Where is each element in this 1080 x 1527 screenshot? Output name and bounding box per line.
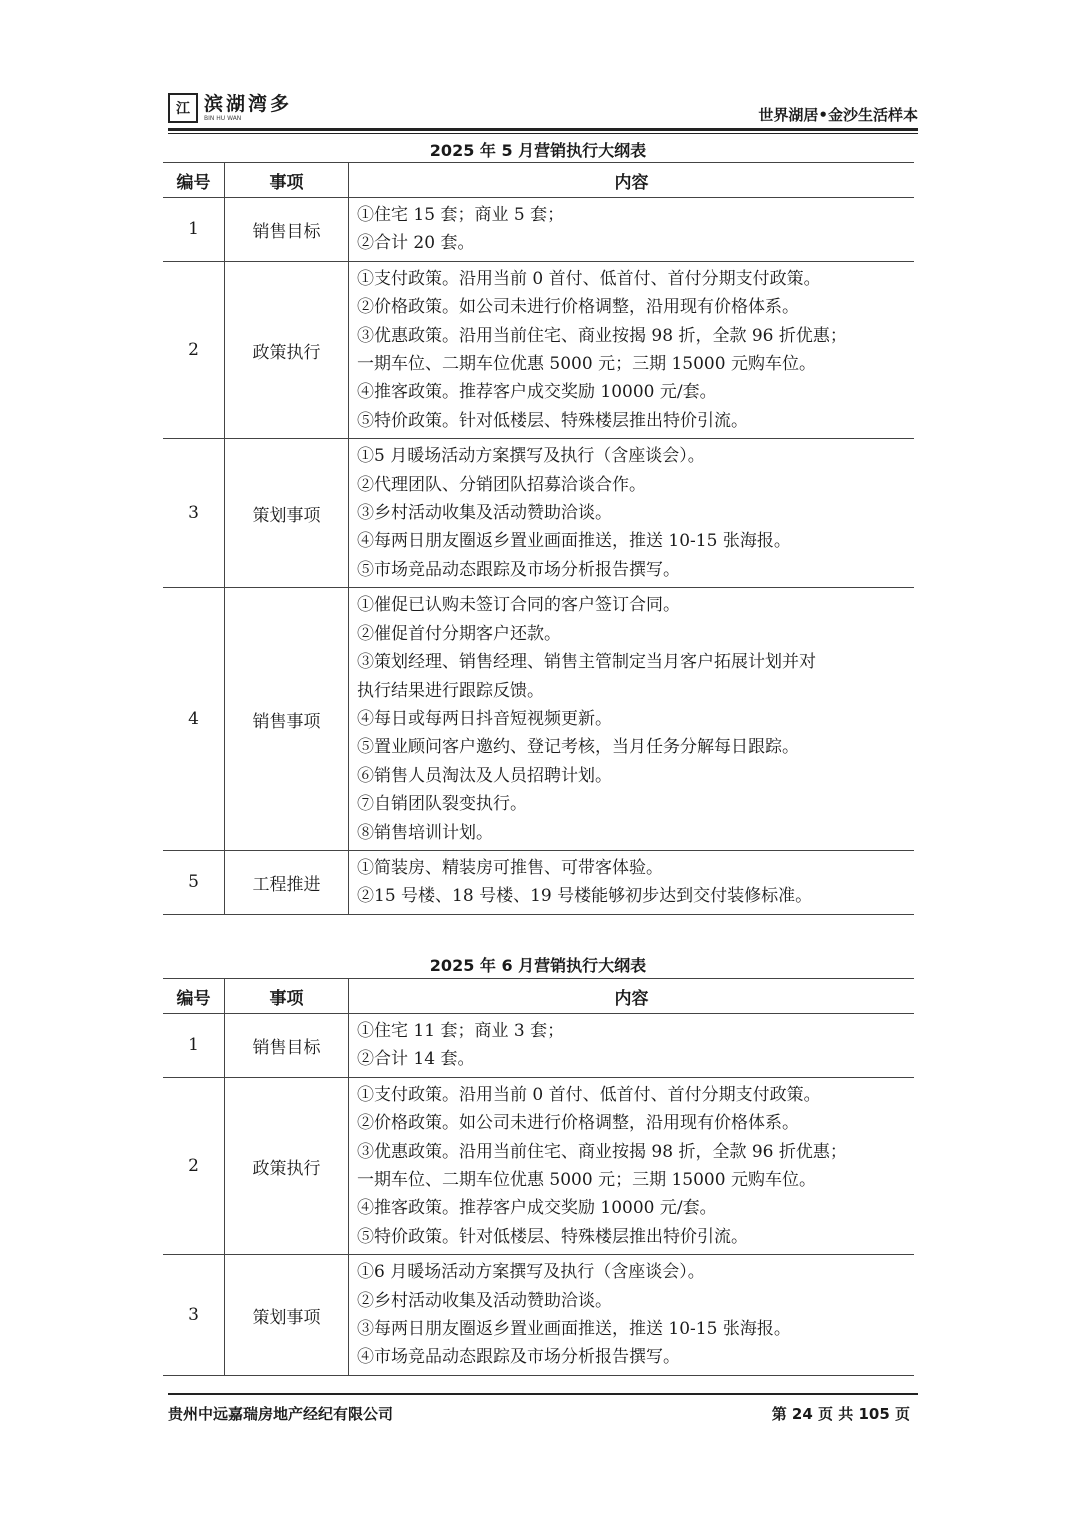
content-line: ④每两日朋友圈返乡置业画面推送，推送 10-15 张海报。 [357, 531, 791, 552]
row-number: 3 [163, 439, 225, 588]
col-header-content: 内容 [349, 979, 915, 1014]
table-row [163, 850, 914, 914]
brand-logo [168, 88, 292, 128]
content-line: ③优惠政策。沿用当前住宅、商业按揭 98 折，全款 96 折优惠； [357, 325, 847, 346]
table-row [163, 1255, 914, 1376]
content-line: ⑤市场竞品动态跟踪及市场分析报告撰写。 [357, 559, 680, 580]
content-line: ①催促已认购未签订合同的客户签订合同。 [357, 595, 680, 616]
row-item: 政策执行 [225, 261, 349, 438]
content-line: ③每两日朋友圈返乡置业画面推送，推送 10-15 张海报。 [357, 1319, 791, 1340]
logo-subtitle: BIN HU WAN [204, 115, 242, 122]
content-line: ④推客政策。推荐客户成交奖励 10000 元/套。 [357, 1198, 717, 1219]
table-row [163, 1014, 914, 1078]
row-content [349, 588, 915, 851]
content-line: ③优惠政策。沿用当前住宅、商业按揭 98 折，全款 96 折优惠； [357, 1141, 847, 1162]
table-row [163, 439, 914, 588]
content-line: ①6 月暖场活动方案撰写及执行（含座谈会）。 [357, 1262, 705, 1283]
content-line: ②合计 14 套。 [357, 1049, 475, 1070]
row-number: 3 [163, 1255, 225, 1376]
row-content [349, 198, 915, 262]
row-number: 2 [163, 1077, 225, 1254]
table-row [163, 1077, 914, 1254]
logo-name: 滨湖湾多 [204, 93, 293, 115]
table-header-row [163, 163, 914, 198]
june-table-title: 2025 年 6 月营销执行大纲表 [429, 956, 647, 975]
content-line: ②价格政策。如公司未进行价格调整，沿用现有价格体系。 [357, 1113, 799, 1134]
table-header-row [163, 979, 914, 1014]
header-divider [168, 128, 918, 131]
content-line: 执行结果进行跟踪反馈。 [357, 680, 544, 701]
content-line: ⑤特价政策。针对低楼层、特殊楼层推出特价引流。 [357, 410, 748, 431]
header-slogan: 世界湖居•金沙生活样本 [758, 106, 918, 124]
row-content [349, 439, 915, 588]
row-number: 2 [163, 261, 225, 438]
content-line: ②15 号楼、18 号楼、19 号楼能够初步达到交付装修标准。 [357, 886, 813, 907]
row-item: 政策执行 [225, 1077, 349, 1254]
may-table-title: 2025 年 5 月营销执行大纲表 [429, 141, 647, 160]
may-outline-table [163, 162, 914, 915]
col-header-number: 编号 [163, 979, 225, 1014]
content-line: ②代理团队、分销团队招募洽谈合作。 [357, 474, 646, 495]
content-line: ③策划经理、销售经理、销售主管制定当月客户拓展计划并对 [357, 652, 816, 673]
table-row [163, 198, 914, 262]
header-divider-thin [168, 133, 918, 134]
logo-mark: 江 [168, 93, 198, 123]
content-line: ③乡村活动收集及活动赞助洽谈。 [357, 503, 612, 524]
col-header-number: 编号 [163, 163, 225, 198]
row-content [349, 850, 915, 914]
content-line: ②乡村活动收集及活动赞助洽谈。 [357, 1290, 612, 1311]
content-line: ⑤特价政策。针对低楼层、特殊楼层推出特价引流。 [357, 1226, 748, 1247]
table-row [163, 588, 914, 851]
content-line: ⑥销售人员淘汰及人员招聘计划。 [357, 765, 612, 786]
content-line: ①5 月暖场活动方案撰写及执行（含座谈会）。 [357, 446, 705, 467]
content-line: ②价格政策。如公司未进行价格调整，沿用现有价格体系。 [357, 297, 799, 318]
content-line: ①简装房、精装房可推售、可带客体验。 [357, 857, 663, 878]
content-line: ④市场竞品动态跟踪及市场分析报告撰写。 [357, 1347, 680, 1368]
row-number: 4 [163, 588, 225, 851]
row-item: 销售目标 [225, 198, 349, 262]
page-header [168, 88, 918, 128]
content-line: ④推客政策。推荐客户成交奖励 10000 元/套。 [357, 382, 717, 403]
content-line: 一期车位、二期车位优惠 5000 元；三期 15000 元购车位。 [357, 1170, 816, 1191]
content-line: ①支付政策。沿用当前 0 首付、低首付、首付分期支付政策。 [357, 268, 821, 289]
content-line: ⑤置业顾问客户邀约、登记考核，当月任务分解每日跟踪。 [357, 737, 799, 758]
content-line: ④每日或每两日抖音短视频更新。 [357, 708, 612, 729]
row-content [349, 261, 915, 438]
row-number: 1 [163, 198, 225, 262]
content-line: ⑧销售培训计划。 [357, 822, 493, 843]
col-header-content: 内容 [349, 163, 915, 198]
row-number: 5 [163, 850, 225, 914]
row-content [349, 1255, 915, 1376]
content-line: ①支付政策。沿用当前 0 首付、低首付、首付分期支付政策。 [357, 1084, 821, 1105]
content-line: ②催促首付分期客户还款。 [357, 623, 561, 644]
row-item: 销售目标 [225, 1014, 349, 1078]
content-line: ②合计 20 套。 [357, 233, 475, 254]
row-number: 1 [163, 1014, 225, 1078]
row-content [349, 1014, 915, 1078]
content-line: ⑦自销团队裂变执行。 [357, 794, 527, 815]
table-row [163, 261, 914, 438]
footer-divider [168, 1393, 918, 1395]
june-outline-table [163, 978, 914, 1376]
col-header-item: 事项 [225, 163, 349, 198]
footer-company: 贵州中远嘉瑞房地产经纪有限公司 [168, 1405, 394, 1423]
content-line: ①住宅 15 套；商业 5 套； [357, 205, 565, 225]
content-line: 一期车位、二期车位优惠 5000 元；三期 15000 元购车位。 [357, 354, 816, 375]
row-item: 销售事项 [225, 588, 349, 851]
row-content [349, 1077, 915, 1254]
content-line: ①住宅 11 套；商业 3 套； [357, 1021, 565, 1041]
footer-page-number: 第 24 页 共 105 页 [771, 1405, 910, 1423]
row-item: 策划事项 [225, 1255, 349, 1376]
row-item: 策划事项 [225, 439, 349, 588]
col-header-item: 事项 [225, 979, 349, 1014]
row-item: 工程推进 [225, 850, 349, 914]
